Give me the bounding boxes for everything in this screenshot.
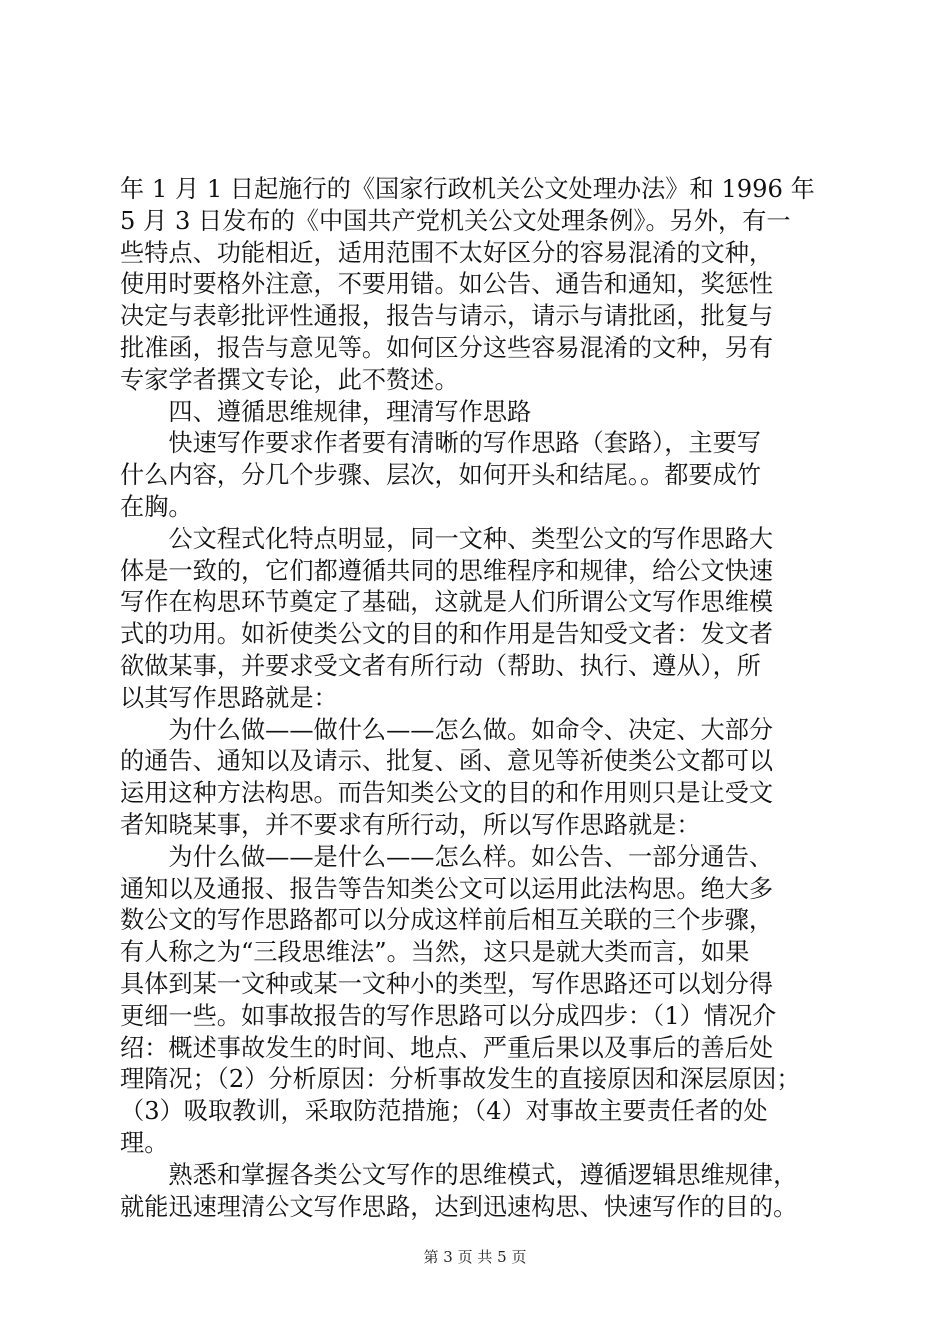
text-line: 式的功用。如祈使类公文的目的和作用是告知受文者：发文者 <box>120 620 774 649</box>
text-line: 更细一些。如事故报告的写作思路可以分成四步：（1）情况介 <box>120 1001 777 1030</box>
text-line: 公文程式化特点明显，同一文种、类型公文的写作思路大 <box>120 524 774 553</box>
text-line: 理。 <box>120 1128 169 1157</box>
text-line: （3）吸取教训，采取防范措施；（4）对事故主要责任者的处 <box>120 1097 768 1126</box>
text-line: 的通告、通知以及请示、批复、函、意见等祈使类公文都可以 <box>120 747 774 776</box>
text-line: 欲做某事，并要求受文者有所行动（帮助、执行、遵从），所 <box>120 651 761 680</box>
text-line: 在胸。 <box>120 492 193 521</box>
text-line: 批准函，报告与意见等。如何区分这些容易混淆的文种，另有 <box>120 333 774 362</box>
document-body <box>120 174 838 1223</box>
section-heading: 四、遵循思维规律，理清写作思路 <box>120 397 532 426</box>
text-line: 些特点、功能相近，适用范围不太好区分的容易混淆的文种， <box>120 238 774 267</box>
text-line: 数公文的写作思路都可以分成这样前后相互关联的三个步骤， <box>120 906 774 935</box>
text-line: 决定与表彰批评性通报，报告与请示，请示与请批函，批复与 <box>120 302 774 331</box>
text-line: 使用时要格外注意，不要用错。如公告、通告和通知，奖惩性 <box>120 270 774 299</box>
text-line: 具体到某一文种或某一文种小的类型，写作思路还可以划分得 <box>120 969 774 998</box>
text-line: 写作在构思环节奠定了基础，这就是人们所谓公文写作思维模 <box>120 588 774 617</box>
text-line: 专家学者撰文专论，此不赘述。 <box>120 365 459 394</box>
text-line: 以其写作思路就是： <box>120 683 338 712</box>
text-line: 5 月 3 日发布的《中国共产党机关公文处理条例》。另外，有一 <box>120 206 791 235</box>
text-line: 快速写作要求作者要有清晰的写作思路（套路），主要写 <box>120 429 761 458</box>
text-line: 通知以及通报、报告等告知类公文可以运用此法构思。绝大多 <box>120 874 774 903</box>
text-line: 理隋况；（2）分析原因：分析事故发生的直接原因和深层原因； <box>120 1065 801 1094</box>
text-line: 就能迅速理清公文写作思路，达到迅速构思、快速写作的目的。 <box>120 1192 798 1221</box>
text-line: 年 1 月 1 日起施行的《国家行政机关公文处理办法》和 1996 年 <box>120 175 815 203</box>
text-line: 什么内容，分几个步骤、层次，如何开头和结尾。。都要成竹 <box>120 461 761 490</box>
text-line: 体是一致的，它们都遵循共同的思维程序和规律，给公文快速 <box>120 556 774 585</box>
text-line: 者知晓某事，并不要求有所行动，所以写作思路就是： <box>120 810 701 839</box>
text-line: 有人称之为“三段思维法”。当然，这只是就大类而言，如果 <box>120 938 750 967</box>
page-number-footer: 第 3 页 共 5 页 <box>423 1248 527 1266</box>
text-line: 熟悉和掌握各类公文写作的思维模式，遵循逻辑思维规律， <box>120 1160 798 1189</box>
text-line: 运用这种方法构思。而告知类公文的目的和作用则只是让受文 <box>120 779 774 808</box>
text-line: 为什么做——做什么——怎么做。如命令、决定、大部分 <box>120 715 774 744</box>
text-line: 绍：概述事故发生的时间、地点、严重后果以及事后的善后处 <box>120 1033 774 1062</box>
text-line: 为什么做——是什么——怎么样。如公告、一部分通告、 <box>120 842 774 871</box>
